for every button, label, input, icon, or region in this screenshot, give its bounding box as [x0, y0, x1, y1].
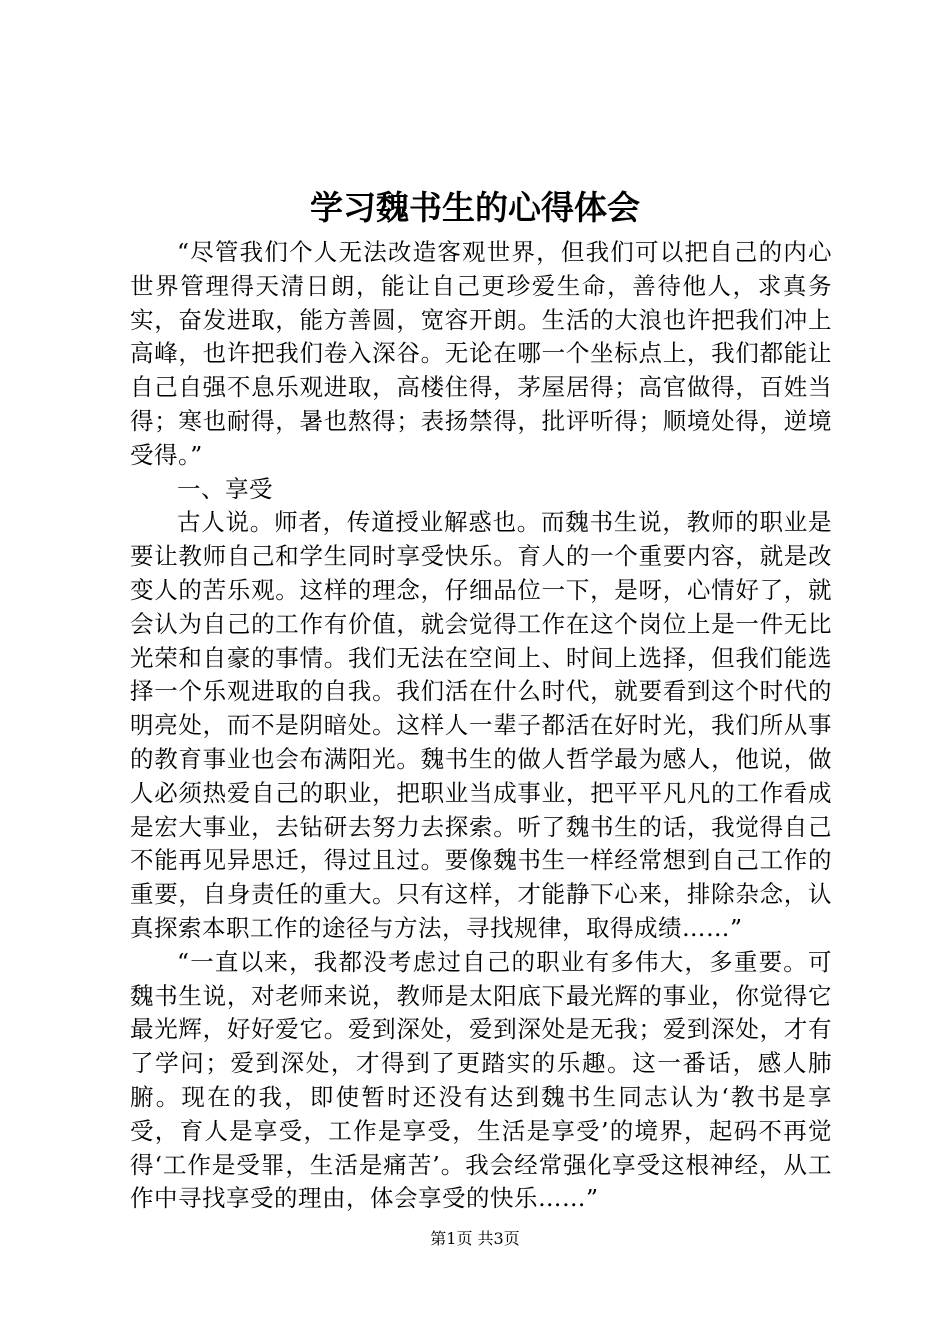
paragraph-ancients: 古人说。师者，传道授业解惑也。而魏书生说，教师的职业是要让教师自己和学生同时享受快乐。育人的一个重要内容，就是改变人的苦乐观。这样的理念，仔细品位一下，是呀，心情好了，就会认为自己的工作有价值，就会觉得工作在这个岗位上是一件无比光荣和自豪的事情。我们无法在空间上、时间上选择，但我们能选择一个乐观进取的自我。我们活在什么时代，就要看到这个时代的明亮处，而不是阴暗处。这样人一辈子都活在好时光，我们所从事的教育事业也会布满阳光。魏书生的做人哲学最为感人，他说，做人必须热爱自己的职业，把职业当成事业，把平平凡凡的工作看成是宏大事业，去钻研去努力去探索。听了魏书生的话，我觉得自己不能再见异思迁，得过且过。要像魏书生一样经常想到自己工作的重要，自身责任的重大。只有这样，才能静下心来，排除杂念，认真探索本职工作的途径与方法，寻找规律，取得成绩……” [130, 508, 832, 942]
document-title: 学习魏书生的心得体会 [310, 188, 640, 227]
document-body [130, 236, 832, 1216]
paragraph-quote-intro: “尽管我们个人无法改造客观世界，但我们可以把自己的内心世界管理得天清日朗，能让自己更珍爱生命，善待他人，求真务实，奋发进取，能方善圆，宽容开朗。生活的大浪也许把我们冲上高峰，也许把我们卷入深谷。无论在哪一个坐标点上，我们都能让自己自强不息乐观进取，高楼住得，茅屋居得；高官做得，百姓当得；寒也耐得，暑也熬得；表扬禁得，批评听得；顺境处得，逆境受得。” [130, 238, 832, 469]
paragraph-career: “一直以来，我都没考虑过自己的职业有多伟大，多重要。可魏书生说，对老师来说，教师是太阳底下最光辉的事业，你觉得它最光辉，好好爱它。爱到深处，爱到深处是无我；爱到深处，才有了学问；爱到深处，才得到了更踏实的乐趣。这一番话，感人肺腑。现在的我，即使暂时还没有达到魏书生同志认为‘教书是享受，育人是享受，工作是享受，生活是享受’的境界，起码不再觉得‘工作是受罪，生活是痛苦’。我会经常强化享受这根神经，从工作中寻找享受的理由，体会享受的快乐……” [130, 947, 832, 1213]
section-heading-enjoy: 一、享受 [177, 474, 273, 503]
page-number-footer: 第1页 共3页 [430, 1229, 520, 1248]
